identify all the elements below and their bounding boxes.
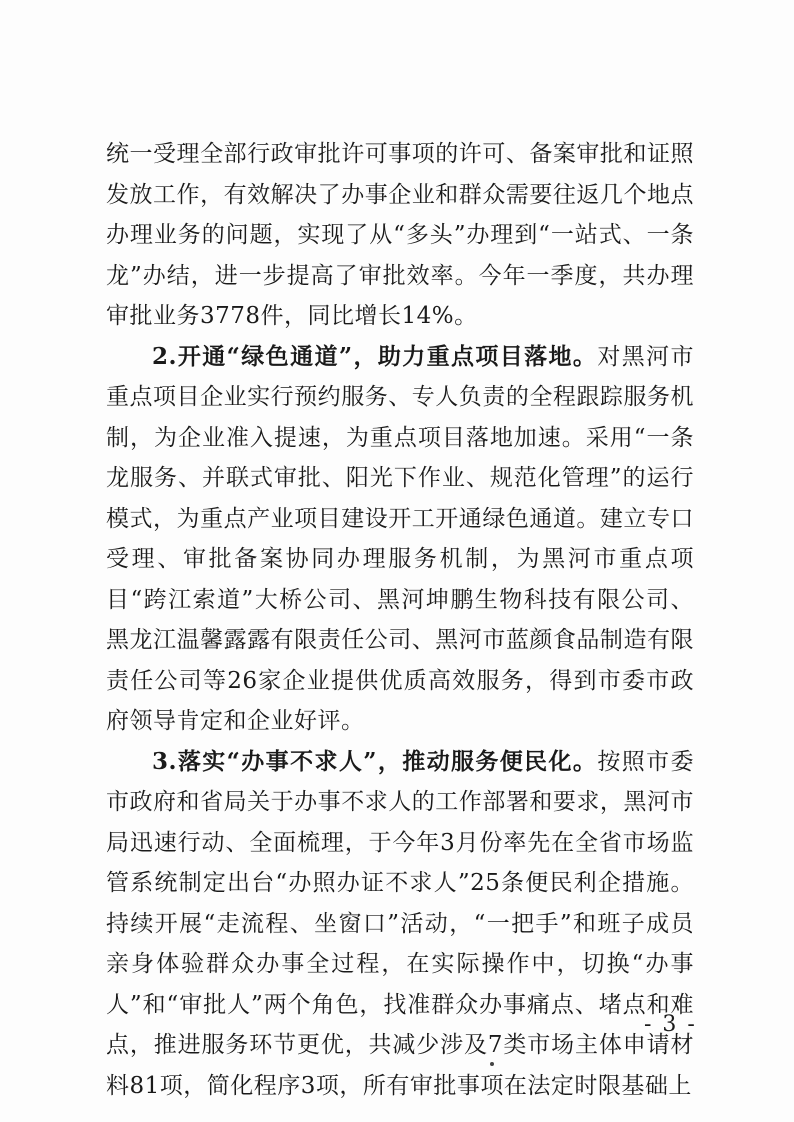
paragraph-green-channel	[106, 337, 694, 742]
paragraph-text: 按照市委市政府和省局关于办事不求人的工作部署和要求，黑河市局迅速行动、全面梳理，于今年3月份率先在全省市场监管系统制定出台“办照办证不求人”25条便民利企措施。持续开展“走流程、坐窗口”活动，“一把手”和班子成员亲身体验群众办事全过程，在实际操作中，切换“办事人”和“审批人”两个角色，找准群众办事痛点、堵点和难点，推进服务环节更优，共减少涉及7类市场主体申请材料81项，简化程序3项，所有审批事项在法定时限基础上	[106, 748, 694, 1099]
body-text	[106, 134, 694, 1106]
scan-dot-mark	[490, 1062, 494, 1066]
paragraph-text: 统一受理全部行政审批许可事项的许可、备案审批和证照发放工作，有效解决了办事企业和群众需要往返几个地点办理业务的问题，实现了从“多头”办理到“一站式、一条龙”办结，进一步提高了审批效率。今年一季度，共办理审批业务3778件，同比增长14%。	[106, 141, 694, 329]
paragraph-heading: 3.落实“办事不求人”，推动服务便民化。	[152, 747, 598, 775]
paragraph-heading: 2.开通“绿色通道”，助力重点项目落地。	[152, 342, 598, 370]
page-number: - 3 -	[644, 1012, 697, 1037]
paragraph-continuation	[106, 134, 694, 337]
paragraph-no-favors	[106, 742, 694, 1107]
paragraph-text: 对黑河市重点项目企业实行预约服务、专人负责的全程跟踪服务机制，为企业准入提速，为重点项目落地加速。采用“一条龙服务、并联式审批、阳光下作业、规范化管理”的运行模式，为重点产业项目建设开工开通绿色通道。建立专口受理、审批备案协同办理服务机制，为黑河市重点项目“跨江索道”大桥公司、黑河坤鹏生物科技有限公司、黑龙江温馨露露有限责任公司、黑河市蓝颜食品制造有限责任公司等26家企业提供优质高效服务，得到市委市政府领导肯定和企业好评。	[106, 343, 694, 734]
